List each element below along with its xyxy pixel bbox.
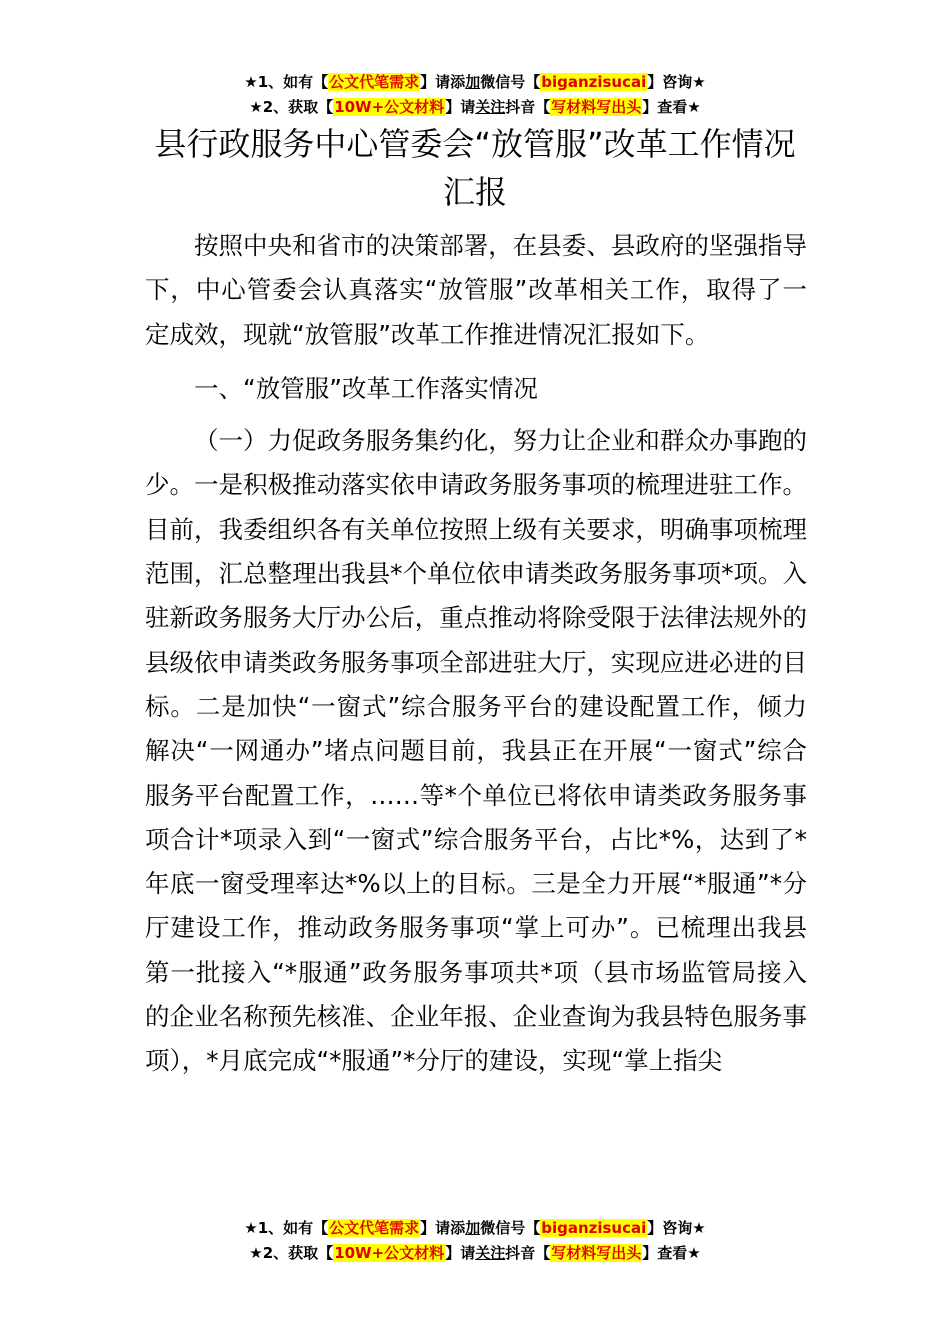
- promo-text: ★2、获取【: [249, 98, 334, 116]
- promo-text: 抖音【: [505, 1244, 551, 1262]
- section-paragraph: （一）力促政务服务集约化，努力让企业和群众办事跑的少。一是积极推动落实依申请政务服务事项的梳理进驻工作。目前，我委组织各有关单位按照上级有关要求，明确事项梳理范围，汇总整理出我县*个单位依申请类政务服务事项*项。入驻新政务服务大厅办公后，重点推动将除受限于法律法规外的县级依申请类政务服务事项全部进驻大厅，实现应进必进的目标。二是加快“一窗式”综合服务平台的建设配置工作，倾力解决“一网通办”堵点问题目前，我县正在开展“一窗式”综合服务平台配置工作，……等*个单位已将依申请类政务服务事项合计*项录入到“一窗式”综合服务平台，占比*%，达到了*年底一窗受理率达*%以上的目标。三是全力开展“*服通”*分厅建设工作，推动政务服务事项“掌上可办”。已梳理出我县第一批接入“*服通”政务服务事项共*项（县市场监管局接入的企业名称预先核准、企业年报、企业查询为我县特色服务事项），*月底完成“*服通”*分厅的建设，实现“掌上指尖: [145, 426, 807, 1076]
- promo-highlight: biganzisucai: [541, 73, 647, 91]
- document-title: 县行政服务中心管委会“放管服”改革工作情况汇报: [154, 125, 796, 211]
- promo-highlight: 公文代笔需求: [329, 73, 420, 91]
- promo-line-1: [0, 70, 950, 95]
- promo-line-2: [0, 95, 950, 120]
- intro-paragraph: 按照中央和省市的决策部署，在县委、县政府的坚强指导下，中心管委会认真落实“放管服”改革相关工作，取得了一定成效，现就“放管服”改革工作推进情况汇报如下。: [145, 231, 807, 349]
- promo-highlight: 10W+公文材料: [334, 98, 445, 116]
- promo-banner-bottom: [0, 1216, 950, 1266]
- promo-text: 】请添: [420, 1219, 466, 1237]
- promo-line-1: [0, 1216, 950, 1241]
- promo-text: 微信号【: [480, 73, 541, 91]
- promo-text: 微信号【: [480, 1219, 541, 1237]
- promo-text: ★1、如有【: [244, 1219, 329, 1237]
- promo-text: 】请: [445, 98, 476, 116]
- promo-text: 抖音【: [505, 98, 551, 116]
- promo-text: ★2、获取【: [249, 1244, 334, 1262]
- promo-highlight: 公文代笔需求: [329, 1219, 420, 1237]
- promo-text: 】咨询★: [647, 1219, 706, 1237]
- promo-text: 】请添: [420, 73, 466, 91]
- promo-underline: 加: [465, 73, 481, 91]
- section-heading: 一、“放管服”改革工作落实情况: [194, 373, 538, 403]
- promo-line-2: [0, 1241, 950, 1266]
- promo-text: ★1、如有【: [244, 73, 329, 91]
- promo-underline: 加: [465, 1219, 481, 1237]
- promo-banner-top: [0, 70, 950, 120]
- promo-highlight: 写材料写出头: [551, 1244, 642, 1262]
- promo-text: 】查看★: [642, 1244, 701, 1262]
- promo-highlight: biganzisucai: [541, 1219, 647, 1237]
- promo-text: 】请: [445, 1244, 476, 1262]
- promo-text: 】咨询★: [647, 73, 706, 91]
- promo-highlight: 10W+公文材料: [334, 1244, 445, 1262]
- promo-text: 】查看★: [642, 98, 701, 116]
- promo-underline: 关注: [475, 98, 506, 116]
- promo-underline: 关注: [475, 1244, 506, 1262]
- document-body: [145, 224, 807, 1084]
- promo-highlight: 写材料写出头: [551, 98, 642, 116]
